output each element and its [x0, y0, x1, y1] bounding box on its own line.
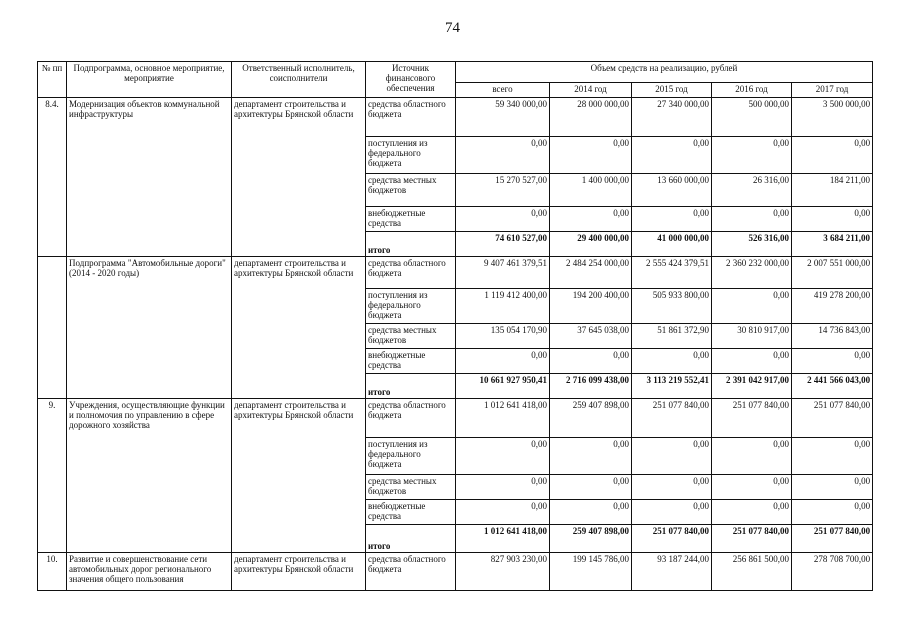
amount-cell: 0,00: [632, 207, 712, 232]
amount-cell: 2 484 254 000,00: [550, 257, 632, 289]
amount-cell: 0,00: [792, 349, 873, 374]
amount-cell: 0,00: [712, 475, 792, 500]
amount-cell: 184 211,00: [792, 174, 873, 207]
amount-cell: 0,00: [632, 349, 712, 374]
executor-cell: департамент строительства и архитектуры Брянской области: [232, 257, 366, 399]
table-row: [38, 257, 873, 289]
funding-source: внебюджетные средства: [366, 207, 456, 232]
amount-cell: 0,00: [712, 207, 792, 232]
amount-cell: 10 661 927 950,41: [456, 374, 550, 399]
amount-cell: 0,00: [712, 349, 792, 374]
budget-table: [37, 61, 873, 591]
amount-cell: 0,00: [550, 500, 632, 525]
program-title: Модернизация объектов коммунальной инфраструктуры: [67, 98, 232, 257]
program-title: Учреждения, осуществляющие функции и полномочия по управлению в сфере дорожного хозяйства: [67, 399, 232, 553]
funding-source: внебюджетные средства: [366, 349, 456, 374]
header-source: Источник финансового обеспечения: [366, 62, 456, 98]
amount-cell: 0,00: [792, 500, 873, 525]
amount-cell: 0,00: [632, 475, 712, 500]
amount-cell: 251 077 840,00: [632, 399, 712, 438]
amount-cell: 3 684 211,00: [792, 232, 873, 257]
amount-cell: 256 861 500,00: [712, 553, 792, 591]
funding-source: поступления из федерального бюджета: [366, 438, 456, 475]
amount-cell: 500 000,00: [712, 98, 792, 137]
amount-cell: 0,00: [792, 438, 873, 475]
amount-cell: 0,00: [632, 137, 712, 174]
funding-source: итого: [366, 525, 456, 553]
amount-cell: 251 077 840,00: [792, 525, 873, 553]
funding-source: средства местных бюджетов: [366, 324, 456, 349]
amount-cell: 30 810 917,00: [712, 324, 792, 349]
amount-cell: 194 200 400,00: [550, 289, 632, 324]
page-number: 74: [445, 20, 460, 36]
funding-source: средства областного бюджета: [366, 399, 456, 438]
amount-cell: 278 708 700,00: [792, 553, 873, 591]
row-number: 8.4.: [38, 98, 67, 257]
amount-cell: 2 716 099 438,00: [550, 374, 632, 399]
amount-cell: 2 007 551 000,00: [792, 257, 873, 289]
funding-source: поступления из федерального бюджета: [366, 137, 456, 174]
amount-cell: 74 610 527,00: [456, 232, 550, 257]
amount-cell: 2 391 042 917,00: [712, 374, 792, 399]
amount-cell: 526 316,00: [712, 232, 792, 257]
amount-cell: 28 000 000,00: [550, 98, 632, 137]
amount-cell: 1 012 641 418,00: [456, 525, 550, 553]
header-num: № пп: [38, 62, 67, 98]
header-col-2015: 2015 год: [632, 83, 712, 98]
amount-cell: 14 736 843,00: [792, 324, 873, 349]
amount-cell: 0,00: [712, 137, 792, 174]
funding-source: средства местных бюджетов: [366, 475, 456, 500]
amount-cell: 199 145 786,00: [550, 553, 632, 591]
funding-source: средства местных бюджетов: [366, 174, 456, 207]
amount-cell: 29 400 000,00: [550, 232, 632, 257]
amount-cell: 419 278 200,00: [792, 289, 873, 324]
funding-source: внебюджетные средства: [366, 500, 456, 525]
amount-cell: 135 054 170,90: [456, 324, 550, 349]
amount-cell: 51 861 372,90: [632, 324, 712, 349]
amount-cell: 9 407 461 379,51: [456, 257, 550, 289]
amount-cell: 3 113 219 552,41: [632, 374, 712, 399]
funding-source: итого: [366, 232, 456, 257]
amount-cell: 1 119 412 400,00: [456, 289, 550, 324]
funding-source: поступления из федерального бюджета: [366, 289, 456, 324]
row-number: 9.: [38, 399, 67, 553]
row-number: [38, 257, 67, 399]
amount-cell: 0,00: [632, 438, 712, 475]
table-body: [38, 98, 873, 591]
row-number: 10.: [38, 553, 67, 591]
amount-cell: 1 400 000,00: [550, 174, 632, 207]
amount-cell: 0,00: [456, 475, 550, 500]
header-volume: Объем средств на реализацию, рублей: [456, 62, 873, 83]
amount-cell: 26 316,00: [712, 174, 792, 207]
amount-cell: 37 645 038,00: [550, 324, 632, 349]
amount-cell: 93 187 244,00: [632, 553, 712, 591]
amount-cell: 0,00: [456, 438, 550, 475]
header-col-2016: 2016 год: [712, 83, 792, 98]
amount-cell: 0,00: [712, 500, 792, 525]
amount-cell: 0,00: [712, 289, 792, 324]
program-title: Развитие и совершенствование сети автомобильных дорог регионального значения общего пользования: [67, 553, 232, 591]
amount-cell: 0,00: [456, 137, 550, 174]
table-row: [38, 553, 873, 591]
amount-cell: 41 000 000,00: [632, 232, 712, 257]
amount-cell: 3 500 000,00: [792, 98, 873, 137]
amount-cell: 0,00: [550, 207, 632, 232]
amount-cell: 1 012 641 418,00: [456, 399, 550, 438]
amount-cell: 0,00: [550, 349, 632, 374]
amount-cell: 0,00: [792, 137, 873, 174]
amount-cell: 13 660 000,00: [632, 174, 712, 207]
amount-cell: 0,00: [550, 475, 632, 500]
amount-cell: 2 441 566 043,00: [792, 374, 873, 399]
amount-cell: 0,00: [712, 438, 792, 475]
header-executor: Ответственный исполнитель, соисполнители: [232, 62, 366, 98]
amount-cell: 251 077 840,00: [712, 525, 792, 553]
amount-cell: 15 270 527,00: [456, 174, 550, 207]
funding-source: средства областного бюджета: [366, 553, 456, 591]
amount-cell: 259 407 898,00: [550, 399, 632, 438]
funding-source: итого: [366, 374, 456, 399]
amount-cell: 0,00: [550, 137, 632, 174]
table-row: [38, 399, 873, 438]
amount-cell: 251 077 840,00: [632, 525, 712, 553]
program-title: Подпрограмма "Автомобильные дороги" (2014 - 2020 годы): [67, 257, 232, 399]
amount-cell: 0,00: [456, 349, 550, 374]
amount-cell: 59 340 000,00: [456, 98, 550, 137]
amount-cell: 0,00: [632, 500, 712, 525]
amount-cell: 0,00: [456, 500, 550, 525]
table-row: [38, 98, 873, 137]
amount-cell: 505 933 800,00: [632, 289, 712, 324]
amount-cell: 2 360 232 000,00: [712, 257, 792, 289]
amount-cell: 251 077 840,00: [792, 399, 873, 438]
amount-cell: 251 077 840,00: [712, 399, 792, 438]
executor-cell: департамент строительства и архитектуры Брянской области: [232, 399, 366, 553]
executor-cell: департамент строительства и архитектуры Брянской области: [232, 98, 366, 257]
amount-cell: 0,00: [550, 438, 632, 475]
amount-cell: 27 340 000,00: [632, 98, 712, 137]
amount-cell: 259 407 898,00: [550, 525, 632, 553]
header-program: Подпрограмма, основное мероприятие, мероприятие: [67, 62, 232, 98]
amount-cell: 0,00: [792, 475, 873, 500]
amount-cell: 0,00: [456, 207, 550, 232]
header-col-total: всего: [456, 83, 550, 98]
amount-cell: 2 555 424 379,51: [632, 257, 712, 289]
funding-source: средства областного бюджета: [366, 257, 456, 289]
header-col-2014: 2014 год: [550, 83, 632, 98]
funding-source: средства областного бюджета: [366, 98, 456, 137]
amount-cell: 827 903 230,00: [456, 553, 550, 591]
executor-cell: департамент строительства и архитектуры Брянской области: [232, 553, 366, 591]
amount-cell: 0,00: [792, 207, 873, 232]
header-col-2017: 2017 год: [792, 83, 873, 98]
